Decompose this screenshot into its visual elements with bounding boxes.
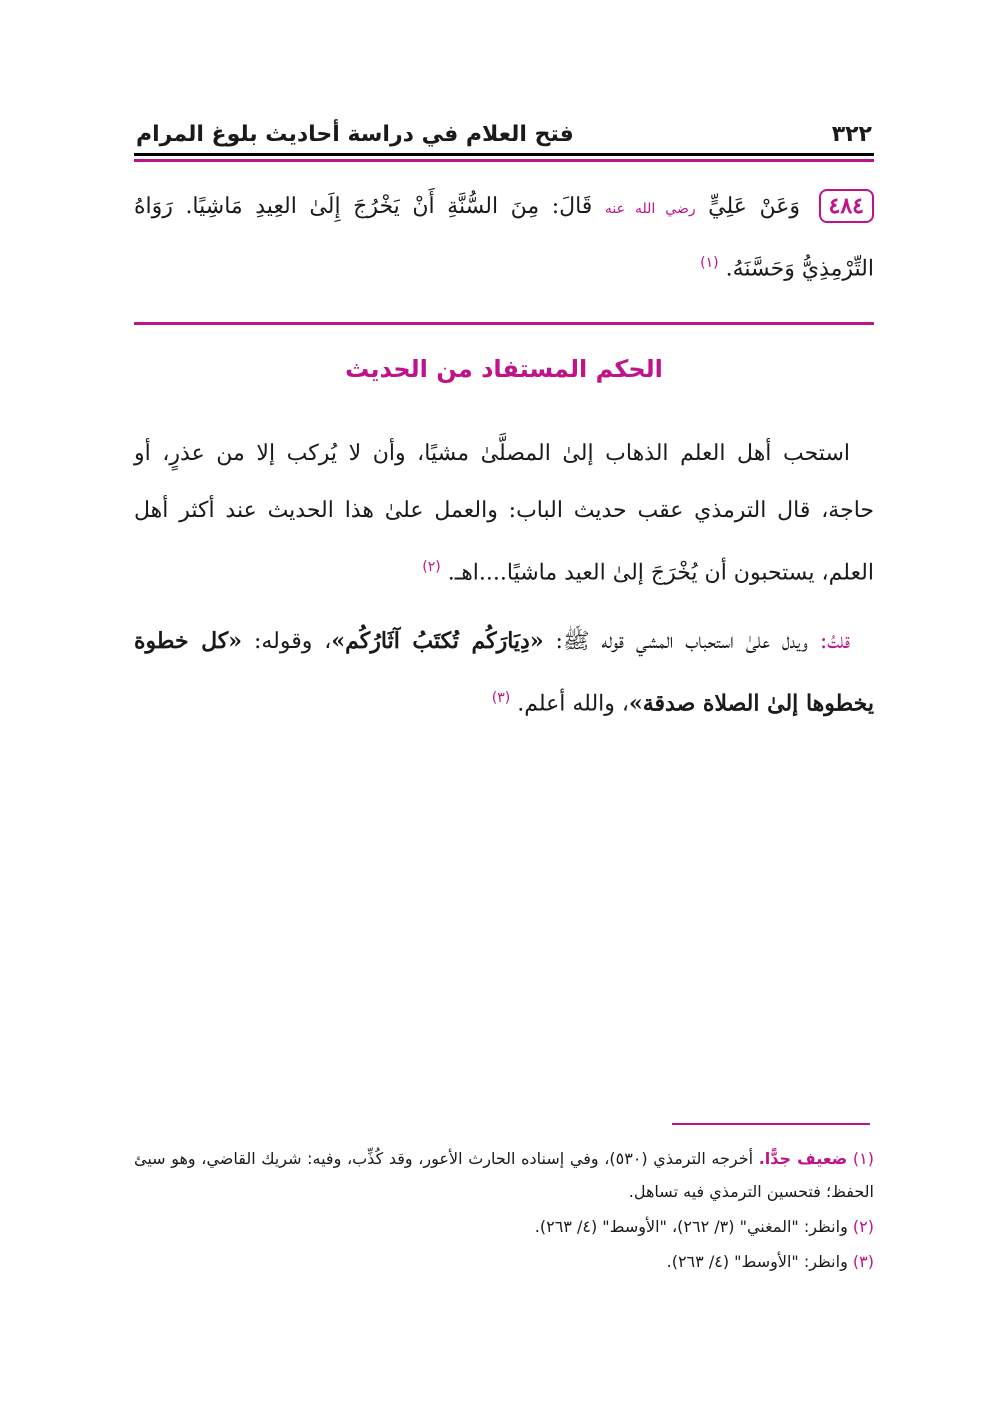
- footnote-number: (٢): [852, 1217, 874, 1236]
- hadith-text-main: قَالَ: مِنَ السُّنَّةِ أَنْ يَخْرُجَ إِلَىٰ العِيدِ مَاشِيًا. رَوَاهُ التِّرْمِذِيُّ وَحَسَّنَهُ.: [134, 194, 874, 282]
- paragraph-2-text-3: ، والله أعلم.: [517, 691, 629, 717]
- paragraph-1-text: استحب أهل العلم الذهاب إلىٰ المصلَّىٰ مشيًا، وأن لا يُركب إلا من عذرٍ، أو حاجة، قال الترمذي عقب حديث الباب: والعمل علىٰ هذا الحديث عند أكثر أهل العلم، يستحبون أن يُخْرَجَ إلىٰ العيد ماشيًا....اهـ.: [134, 441, 874, 586]
- hadith-text-before: وَعَنْ عَلِيٍّ: [708, 194, 800, 219]
- footnote-separator: [672, 1123, 870, 1125]
- hadith-text: [134, 180, 874, 296]
- page-header: [134, 112, 874, 156]
- header-rule-accent: [134, 159, 874, 162]
- commentary-body: [134, 425, 874, 745]
- footnote-3: [134, 1245, 874, 1278]
- honorific-ligature: رضي الله عنه: [604, 201, 696, 217]
- prophetic-quote-2: «كل خطوة يخطوها إلىٰ الصلاة صدقة»: [134, 628, 874, 717]
- paragraph-1: [134, 425, 874, 601]
- paragraph-2-text-2: ، وقوله:: [253, 629, 332, 655]
- hadith-number-badge: ٤٨٤: [819, 189, 874, 223]
- footnotes: [134, 1142, 874, 1280]
- section-divider: [134, 322, 874, 325]
- qultu-lead: قلتُ:: [819, 629, 850, 655]
- footnote-2: [134, 1210, 874, 1243]
- hadith-grade: ضعيف جدًّا.: [758, 1149, 848, 1168]
- section-title: الحكم المستفاد من الحديث: [345, 355, 663, 383]
- footnote-ref-2: (٢): [422, 559, 441, 575]
- footnote-number: (١): [852, 1149, 874, 1168]
- footnote-ref-1: (١): [700, 255, 719, 271]
- footnote-1: [134, 1142, 874, 1208]
- footnote-text: أخرجه الترمذي (٥٣٠)، وفي إسناده الحارث الأعور، وقد كُذِّب، وفيه: شريك القاضي، وهو سيئ الحفظ؛ فتحسين الترمذي فيه تساهل.: [134, 1149, 874, 1201]
- prophetic-quote-1: «دِيَارَكُم تُكتَبُ آثَارُكُم»: [331, 628, 544, 655]
- header-rule-black: [134, 153, 874, 156]
- footnote-text: وانظر: "المغني" (٣/ ٢٦٢)، "الأوسط" (٤/ ٢٦٣).: [534, 1217, 848, 1236]
- footnote-ref-3: (٣): [491, 690, 511, 707]
- paragraph-2: [134, 613, 874, 732]
- footnote-number: (٣): [852, 1252, 874, 1271]
- paragraph-2-text-1: ويدل علىٰ استحباب المشي قوله ﷺ:: [555, 629, 808, 655]
- footnote-text: وانظر: "الأوسط" (٤/ ٢٦٣).: [666, 1252, 848, 1271]
- page-number: ٣٢٢: [831, 122, 872, 147]
- book-title: فتح العلام في دراسة أحاديث بلوغ المرام: [136, 122, 574, 147]
